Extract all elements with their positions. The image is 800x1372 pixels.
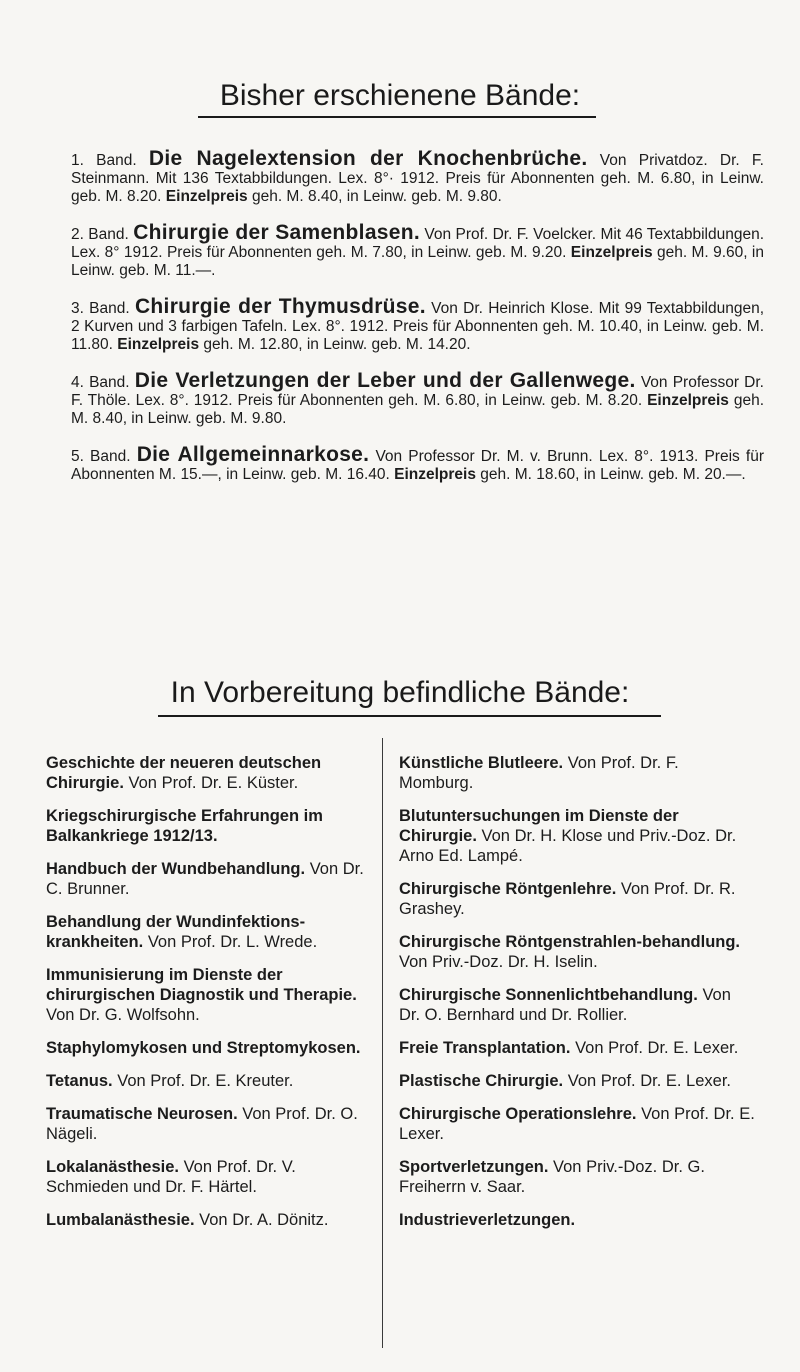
- item-title: Tetanus.: [46, 1072, 113, 1090]
- item-author: Von Prof. Dr. E. Lexer.: [567, 1072, 731, 1090]
- entry-title: Die Nagelextension der Knochenbrüche.: [148, 147, 588, 170]
- item-author: Von Priv.-Doz. Dr. H. Iselin.: [399, 953, 598, 971]
- heading-underline: [198, 116, 596, 118]
- preparation-item: [399, 985, 755, 1025]
- item-title: Plastische Chirurgie.: [399, 1072, 564, 1090]
- entry-price-text: geh. M. 8.40, in Leinw. geb. M. 9.80.: [251, 188, 502, 205]
- item-author: Von Prof. Dr. V. Schmieden und Dr. F. Härtel.: [46, 1158, 296, 1196]
- item-title: Behandlung der Wundinfektions-krankheiten.: [46, 913, 306, 951]
- published-entry: [46, 147, 764, 206]
- item-title: Chirurgische Operationslehre.: [399, 1105, 637, 1123]
- preparation-item: [46, 1038, 376, 1058]
- preparation-item: [399, 753, 755, 793]
- item-title: Künstliche Blutleere.: [399, 754, 564, 772]
- item-title: Lumbalanästhesie.: [46, 1211, 195, 1229]
- published-entry: [46, 443, 764, 484]
- entry-price-text: geh. M. 8.40, in Leinw. geb. M. 9.80.: [71, 392, 764, 427]
- entry-title: Die Verletzungen der Leber und der Gallenwege.: [134, 369, 636, 392]
- published-list: [46, 147, 765, 502]
- entry-text: Von Privatdoz. Dr. F. Steinmann. Mit 136 Textabbildungen. Lex. 8°· 1912. Preis für Abonnenten geh. M. 6.80, in Leinw. geb. M. 8.20.: [71, 152, 764, 205]
- entry-title: Chirurgie der Samenblasen.: [133, 221, 421, 244]
- entry-title: Die Allgemeinnarkose.: [136, 443, 370, 466]
- preparation-item: [46, 1210, 376, 1230]
- item-author: Von Prof. Dr. E. Küster.: [128, 774, 299, 792]
- heading-published: [0, 78, 800, 114]
- preparation-item: [399, 1038, 755, 1058]
- entry-price-label: Einzelpreis: [117, 336, 200, 353]
- preparation-item: [46, 1157, 376, 1197]
- item-title: Chirurgische Sonnenlichtbehandlung.: [399, 986, 698, 1004]
- item-title: Industrieverletzungen.: [399, 1211, 576, 1229]
- preparation-item: [399, 806, 755, 866]
- item-title: Freie Transplantation.: [399, 1039, 571, 1057]
- heading-preparation-text: In Vorbereitung befindliche Bände:: [170, 676, 630, 709]
- preparation-item: [399, 1210, 755, 1230]
- item-title: Staphylomykosen und Streptomykosen.: [46, 1039, 361, 1057]
- preparation-item: [399, 1071, 755, 1091]
- item-title: Traumatische Neurosen.: [46, 1105, 238, 1123]
- entry-number: 4. Band.: [71, 374, 130, 391]
- preparation-item: [399, 1104, 755, 1144]
- published-entry: [46, 295, 765, 354]
- preparation-item: [399, 1157, 755, 1197]
- item-author: Von Dr. H. Klose und Priv.-Doz. Dr. Arno Ed. Lampé.: [399, 827, 737, 865]
- item-title: Immunisierung im Dienste der chirurgischen Diagnostik und Therapie.: [46, 966, 357, 1004]
- item-author: Von Dr. C. Brunner.: [46, 860, 364, 898]
- entry-number: 1. Band.: [71, 152, 137, 169]
- entry-price-label: Einzelpreis: [394, 466, 476, 483]
- entry-text: Von Professor Dr. F. Thöle. Lex. 8°. 1912. Preis für Abonnenten geh. M. 6.80, in Leinw. geb. M. 8.20.: [71, 374, 764, 409]
- preparation-item: [46, 1071, 376, 1091]
- item-title: Handbuch der Wundbehandlung.: [46, 860, 306, 878]
- preparation-item: [46, 912, 376, 952]
- preparation-item: [46, 1104, 376, 1144]
- preparation-item: [46, 806, 376, 846]
- item-title: Sportverletzungen.: [399, 1158, 549, 1176]
- entry-text: Von Prof. Dr. F. Voelcker. Mit 46 Textabbildungen. Lex. 8° 1912. Preis für Abonnenten geh. M. 7.80, in Leinw. geb. M. 9.20.: [71, 226, 765, 261]
- item-title: Geschichte der neueren deutschen Chirurgie.: [46, 754, 322, 792]
- entry-text: Von Dr. Heinrich Klose. Mit 99 Textabbildungen, 2 Kurven und 3 farbigen Tafeln. Lex. 8°. 1912. Preis für Abonnenten geh. M. 10.40, in Leinw. geb. M. 11.80.: [71, 300, 765, 353]
- heading-underline: [158, 715, 661, 717]
- item-title: Kriegschirurgische Erfahrungen im Balkankriege 1912/13.: [46, 807, 323, 845]
- item-title: Blutuntersuchungen im Dienste der Chirurgie.: [399, 807, 679, 845]
- item-author: Von Prof. Dr. L. Wrede.: [147, 933, 318, 951]
- entry-number: 5. Band.: [71, 448, 131, 465]
- entry-number: 3. Band.: [71, 300, 130, 317]
- item-author: Von Dr. A. Dönitz.: [199, 1211, 329, 1229]
- item-author: Von Prof. Dr. E. Lexer.: [575, 1039, 739, 1057]
- entry-text: Von Professor Dr. M. v. Brunn. Lex. 8°. 1913. Preis für Abonnenten M. 15.—, in Leinw. geb. M. 16.40.: [71, 448, 764, 483]
- item-author: Von Dr. G. Wolfsohn.: [46, 1006, 200, 1024]
- item-author: Von Prof. Dr. O. Nägeli.: [46, 1105, 358, 1143]
- preparation-item: [399, 932, 755, 972]
- item-title: Chirurgische Röntgenstrahlen-behandlung.: [399, 933, 741, 951]
- entry-price-text: geh. M. 18.60, in Leinw. geb. M. 20.—.: [480, 466, 746, 483]
- item-title: Chirurgische Röntgenlehre.: [399, 880, 617, 898]
- item-author: Von Prof. Dr. F. Momburg.: [399, 754, 679, 792]
- item-author: Von Prof. Dr. R. Grashey.: [399, 880, 736, 918]
- preparation-item: [46, 965, 376, 1025]
- preparation-item: [46, 859, 376, 899]
- preparation-item: [399, 879, 755, 919]
- item-title: Lokalanästhesie.: [46, 1158, 179, 1176]
- heading-preparation: [0, 675, 800, 711]
- item-author: Von Priv.-Doz. Dr. G. Freiherrn v. Saar.: [399, 1158, 705, 1196]
- entry-price-label: Einzelpreis: [647, 392, 729, 409]
- item-author: Von Dr. O. Bernhard und Dr. Rollier.: [399, 986, 731, 1024]
- entry-title: Chirurgie der Thymusdrüse.: [134, 295, 426, 318]
- column-divider: [382, 738, 383, 1348]
- published-entry: [46, 221, 765, 280]
- preparation-right-column: [399, 753, 755, 1243]
- heading-published-text: Bisher erschienene Bände:: [219, 79, 581, 112]
- entry-price-text: geh. M. 12.80, in Leinw. geb. M. 14.20.: [203, 336, 471, 353]
- preparation-left-column: [46, 753, 376, 1243]
- item-author: Von Prof. Dr. E. Lexer.: [399, 1105, 755, 1143]
- entry-price-text: geh. M. 9.60, in Leinw. geb. M. 11.—.: [71, 244, 764, 279]
- entry-price-label: Einzelpreis: [570, 244, 653, 261]
- item-author: Von Prof. Dr. E. Kreuter.: [117, 1072, 294, 1090]
- entry-number: 2. Band.: [71, 226, 129, 243]
- entry-price-label: Einzelpreis: [165, 188, 248, 205]
- preparation-item: [46, 753, 376, 793]
- published-entry: [46, 369, 764, 428]
